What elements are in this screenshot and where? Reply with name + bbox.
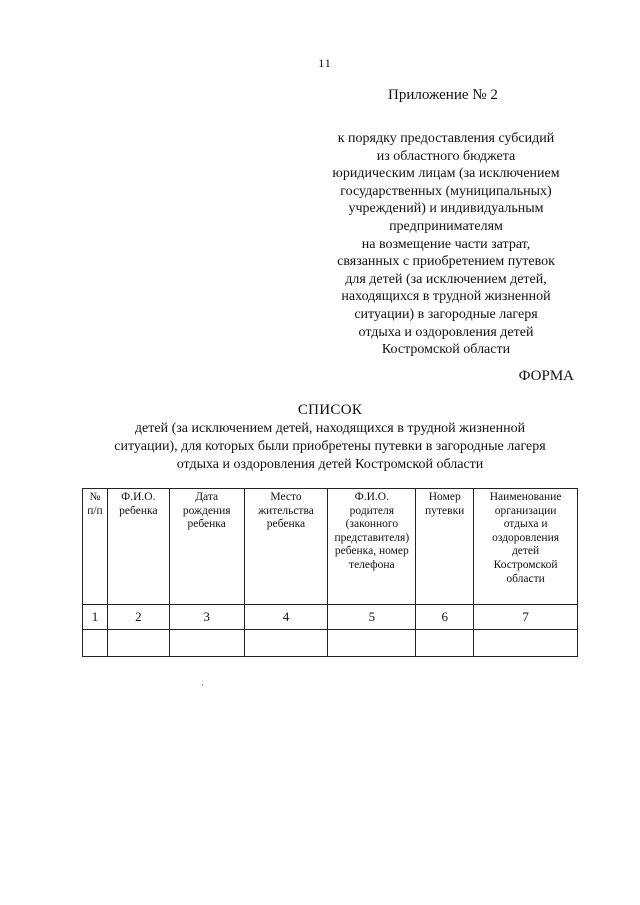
appendix-note-line: к порядку предоставления субсидий (337, 131, 555, 146)
column-number: 1 (83, 605, 108, 630)
column-header-text: Ф.И.О. (121, 491, 156, 503)
scan-speck (202, 684, 203, 686)
column-header-text: (законного (345, 518, 399, 531)
column-header-text: отдыха и (503, 518, 548, 531)
list-subtitle-line: детей (за исключением детей, находящихся в трудной жизненной (134, 421, 526, 436)
column-header-text: организации (494, 504, 557, 517)
appendix-note-line: Костромской области (381, 342, 511, 358)
appendix-note-line: ситуации) в загородные лагеря (354, 306, 538, 322)
column-header (107, 489, 169, 605)
list-subtitle-line: отдыха и оздоровления детей Костромской области (176, 457, 484, 472)
column-header-text: телефона (349, 558, 395, 571)
appendix-note-line: на возмещение части затрат, (361, 236, 531, 252)
column-number: 5 (328, 605, 416, 630)
column-header-text: Место (270, 491, 302, 503)
column-number: 6 (416, 605, 474, 630)
appendix-note-line: связанных с приобретением путевок (337, 254, 555, 270)
appendix-note-line: из областного бюджета (376, 148, 516, 164)
column-header-text: области (506, 572, 545, 585)
table-row (83, 630, 578, 657)
column-number: 4 (244, 605, 328, 630)
column-header-text: № (89, 491, 101, 503)
appendix-note-line: отдыха и оздоровления детей (358, 324, 534, 340)
column-header-text: Наименование (489, 491, 562, 503)
table-column-numbers-row (83, 605, 578, 630)
list-subtitle (78, 420, 582, 474)
column-header (328, 489, 416, 605)
column-header-text: ребенка (187, 518, 226, 531)
column-header-text: ребенка, номер (334, 545, 409, 558)
table-cell[interactable] (169, 630, 244, 657)
page-number: 11 (318, 56, 332, 70)
column-header (83, 489, 108, 605)
list-title: СПИСОК (297, 402, 363, 418)
list-subtitle-line: ситуации), для которых были приобретены путевки в загородные лагеря (114, 439, 546, 454)
column-number: 3 (169, 605, 244, 630)
column-header-text: ребенка (119, 504, 158, 517)
children-list-table (82, 488, 578, 657)
column-header-text: ребенка (266, 518, 306, 531)
column-header-text: оздоровления (492, 531, 560, 544)
table-cell[interactable] (83, 630, 108, 657)
column-header (474, 489, 578, 605)
column-header-text: Ф.И.О. (354, 491, 389, 503)
appendix-note-line: юридическим лицам (за исключением (332, 166, 560, 182)
column-header (244, 489, 328, 605)
column-header-text: родителя (349, 504, 394, 517)
appendix-note (316, 130, 576, 359)
column-header-text: представителя) (334, 531, 410, 544)
column-header-text: путевки (425, 504, 465, 517)
table-cell[interactable] (416, 630, 474, 657)
appendix-note-line: находящихся в трудной жизненной (341, 289, 551, 305)
appendix-note-line: государственных (муниципальных) (340, 183, 552, 199)
column-number: 7 (474, 605, 578, 630)
column-header-text: жительства (258, 504, 314, 517)
column-header-text: Номер (428, 491, 461, 503)
column-number: 2 (107, 605, 169, 630)
appendix-title: Приложение № 2 (388, 87, 498, 103)
table-cell[interactable] (107, 630, 169, 657)
column-header-text: п/п (87, 504, 103, 517)
column-header-text: Костромской (493, 558, 558, 571)
column-header (416, 489, 474, 605)
form-label: ФОРМА (518, 368, 574, 384)
appendix-note-line: для детей (за исключением детей, (345, 271, 547, 287)
appendix-note-line: учреждений) и индивидуальным (348, 201, 544, 217)
appendix-note-line: предпринимателям (389, 218, 503, 234)
column-header (169, 489, 244, 605)
table-cell[interactable] (328, 630, 416, 657)
column-header-text: Дата (195, 491, 219, 503)
column-header-text: рождения (182, 504, 231, 517)
column-header-text: детей (511, 545, 540, 558)
table-header-row (83, 489, 578, 605)
table-cell[interactable] (474, 630, 578, 657)
table-cell[interactable] (244, 630, 328, 657)
